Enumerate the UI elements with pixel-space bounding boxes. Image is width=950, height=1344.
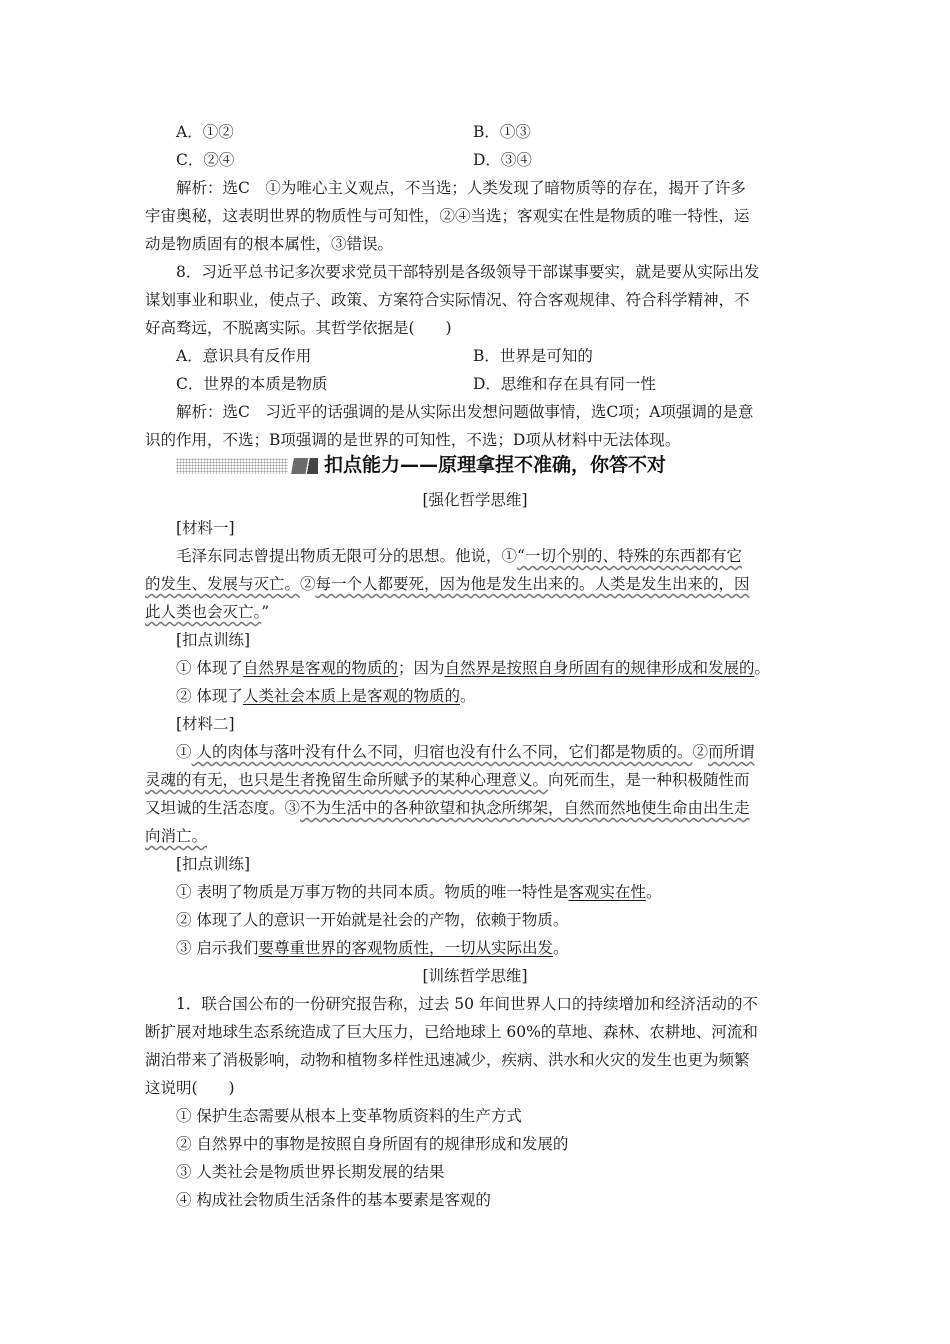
q7-analysis-line: 解析：选C ①为唯心主义观点，不当选；人类发现了暗物质等的存在，揭开了许多 <box>176 179 746 197</box>
q7-option-a: A．①② <box>176 123 234 141</box>
q8-stem-line: 好高骛远，不脱离实际。其哲学依据是( ) <box>145 319 452 337</box>
training-1-label: [扣点训练] <box>176 631 251 649</box>
q7-analysis-line: 动是物质固有的根本属性，③错误。 <box>145 235 394 253</box>
q8-option-b: B．世界是可知的 <box>473 347 593 365</box>
training-2-item: ① 表明了物质是万事万物的共同本质。物质的唯一特性是客观实在性。 <box>176 883 662 901</box>
training-1-item: ① 体现了自然界是客观的物质的；因为自然界是按照自身所固有的规律形成和发展的。 <box>176 659 770 677</box>
q8-stem-line: 谋划事业和职业，使点子、政策、方案符合实际情况、符合客观规律、符合科学精神，不 <box>145 291 750 309</box>
q1-stem-line: 断扩展对地球生态系统造成了巨大压力，已给地球上 60%的草地、森林、农耕地、河流和 <box>145 1023 758 1041</box>
training-2-label: [扣点训练] <box>176 855 251 873</box>
training-2-item: ② 体现了人的意识一开始就是社会的产物，依赖于物质。 <box>176 911 569 929</box>
q8-stem-line: 8．习近平总书记多次要求党员干部特别是各级领导干部谋事要实，就是要从实际出发 <box>176 263 760 281</box>
q8-option-c: C．世界的本质是物质 <box>176 375 328 393</box>
material-1-line: 毛泽东同志曾提出物质无限可分的思想。他说，①“一切个别的、特殊的东西都有它 <box>176 547 742 565</box>
q7-option-c: C．②④ <box>176 151 235 169</box>
q1-choice-item: ② 自然界中的事物是按照自身所固有的规律形成和发展的 <box>176 1135 569 1153</box>
material-2-line: 向消亡。 <box>145 827 208 845</box>
training-2-item: ③ 启示我们要尊重世界的客观物质性，一切从实际出发。 <box>176 939 569 957</box>
material-2-line: 灵魂的有无，也只是生者挽留生命所赋予的某种心理意义。向死而生，是一种积极随性而 <box>145 771 750 789</box>
q7-option-d: D．③④ <box>473 151 532 169</box>
q1-choice-item: ① 保护生态需要从根本上变革物质资料的生产方式 <box>176 1107 522 1125</box>
material-1-line: 的发生、发展与灭亡。②每一个人都要死，因为他是发生出来的。人类是发生出来的，因 <box>145 575 750 593</box>
q7-option-b: B．①③ <box>473 123 531 141</box>
q8-analysis-line: 解析：选C 习近平的话强调的是从实际出发想问题做事情，选C项；A项强调的是意 <box>176 403 754 421</box>
q1-choice-item: ④ 构成社会物质生活条件的基本要素是客观的 <box>176 1191 491 1209</box>
section-heading: [强化哲学思维] <box>422 491 528 509</box>
q1-stem-line: 这说明( ) <box>145 1079 235 1097</box>
q1-stem-line: 湖泊带来了消极影响，动物和植物多样性迅速减少，疾病、洪水和火灾的发生也更为频繁 <box>145 1051 750 1069</box>
material-1-line: 此人类也会灭亡。” <box>145 603 270 621</box>
q8-option-d: D．思维和存在具有同一性 <box>473 375 656 393</box>
q8-option-a: A．意识具有反作用 <box>176 347 312 365</box>
q8-analysis-line: 识的作用，不选；B项强调的是世界的可知性，不选；D项从材料中无法体现。 <box>145 431 681 449</box>
section-banner-title: 扣点能力——原理拿捏不准确，你答不对 <box>324 454 667 476</box>
q1-choice-item: ③ 人类社会是物质世界长期发展的结果 <box>176 1163 445 1181</box>
banner-dots-decoration <box>176 458 288 474</box>
training-1-item: ② 体现了人类社会本质上是客观的物质的。 <box>176 687 476 705</box>
material-1-label: [材料一] <box>176 519 235 537</box>
material-2-line: 又坦诚的生活态度。③不为生活中的各种欲望和执念所绑架，自然而然地使生命由出生走 <box>145 799 750 817</box>
material-2-label: [材料二] <box>176 715 235 733</box>
banner-slash-decoration <box>288 458 318 474</box>
material-2-line: ① 人的肉体与落叶没有什么不同，归宿也没有什么不同，它们都是物质的。②而所谓 <box>176 743 755 761</box>
q1-stem-line: 1．联合国公布的一份研究报告称，过去 50 年间世界人口的持续增加和经济活动的不 <box>176 995 758 1013</box>
section-heading: [训练哲学思维] <box>422 967 528 985</box>
q7-analysis-line: 宇宙奥秘，这表明世界的物质性与可知性，②④当选；客观实在性是物质的唯一特性，运 <box>145 207 750 225</box>
